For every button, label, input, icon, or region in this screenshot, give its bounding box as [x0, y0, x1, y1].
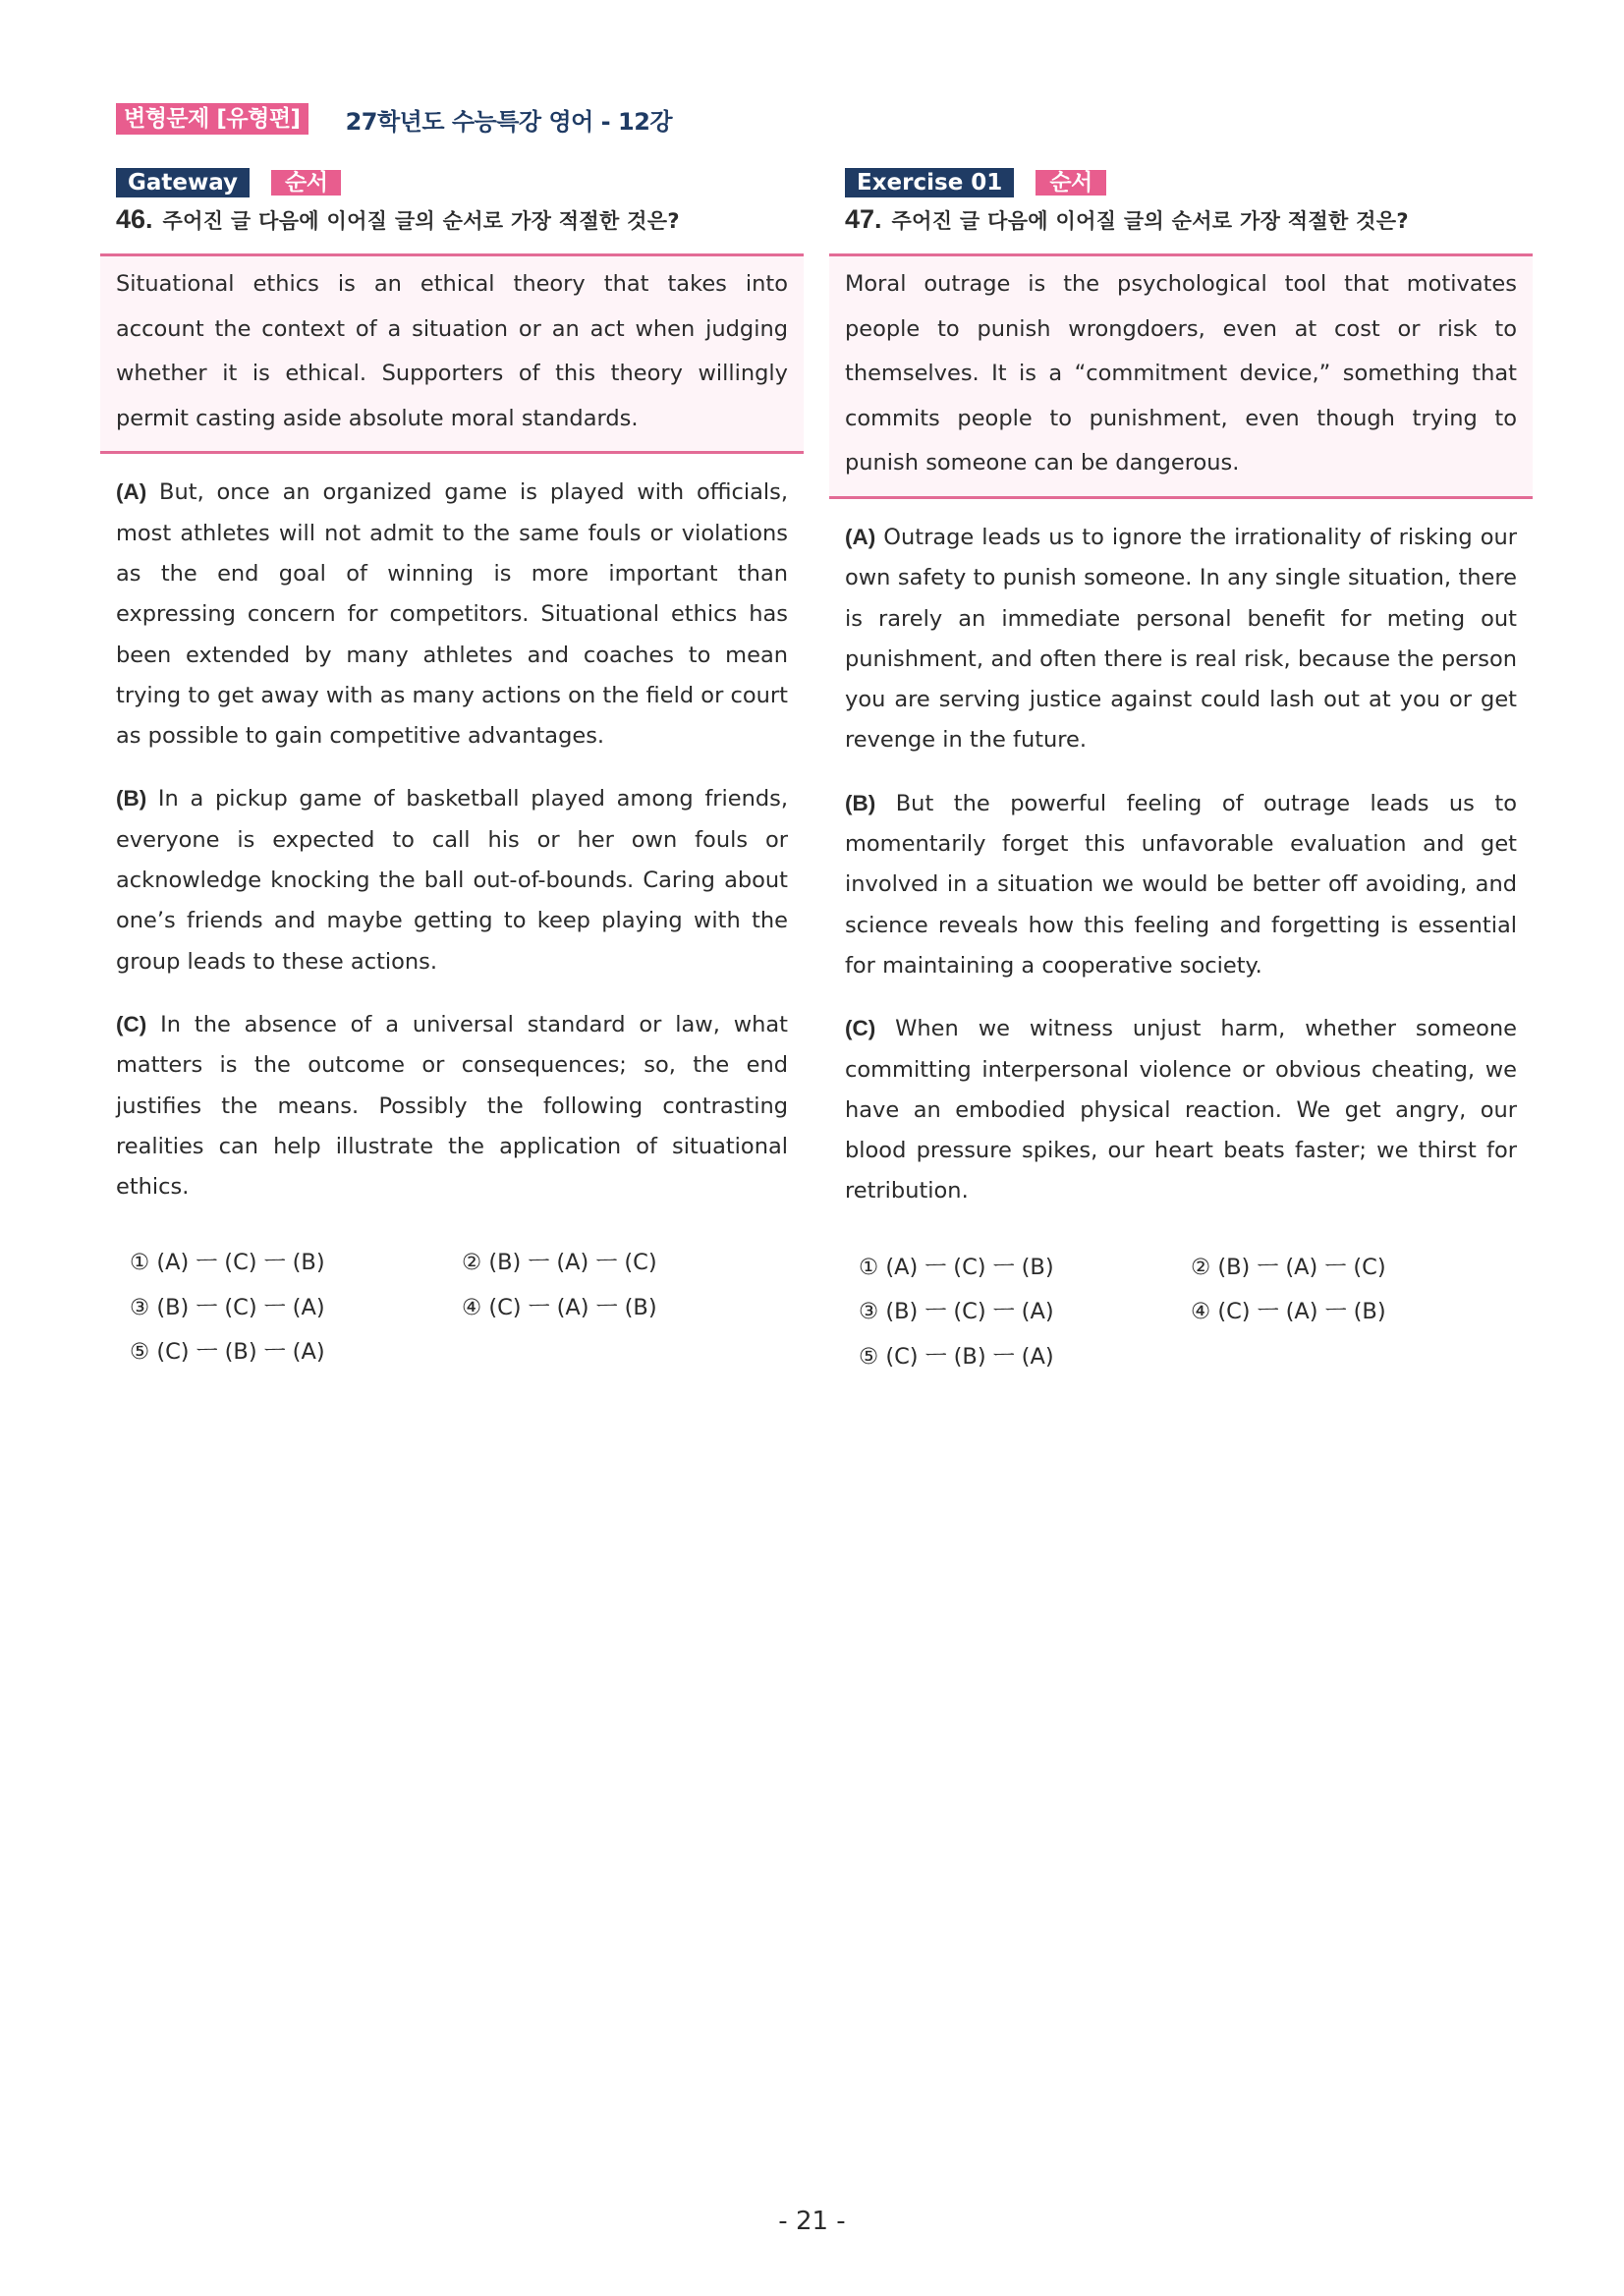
passage-c [100, 1004, 804, 1207]
page-header [116, 102, 672, 136]
passage-a [829, 517, 1533, 761]
passage-text: When we witness unjust harm, whether someone committing interpersonal violence or obvious cheating, we have an embodied physical reaction. We get angry, our blood pressure spikes, our heart beats faster; we thirst for retribution. [845, 1016, 1517, 1204]
passage-text: In the absence of a universal standard or law, what matters is the outcome or consequences; so, the end justifies the means. Possibly the following contrasting realities can help illustrate the application of situational ethics. [116, 1011, 788, 1201]
type-tag: 순서 [271, 170, 341, 196]
choice-2[interactable]: ② (B) ㅡ (A) ㅡ (C) [1191, 1254, 1386, 1280]
choice-4[interactable]: ④ (C) ㅡ (A) ㅡ (B) [1191, 1299, 1386, 1325]
passage-b [100, 778, 804, 981]
passage-text: But, once an organized game is played with officials, most athletes will not admit to the same fouls or violations as the end goal of winning is more important than expressing concern for competitors. Situational ethics has been extended by many athletes and coaches to mean trying to get away with as many actions on the field or court as possible to gain competitive advantages. [116, 479, 788, 750]
choice-3[interactable]: ③ (B) ㅡ (C) ㅡ (A) [130, 1294, 325, 1320]
choice-1[interactable]: ① (A) ㅡ (C) ㅡ (B) [130, 1250, 325, 1276]
question-text: 주어진 글 다음에 이어질 글의 순서로 가장 적절한 것은? [891, 209, 1409, 233]
given-passage: Moral outrage is the psychological tool that motivates people to punish wrongdoers, even at cost or risk to themselves. It is a “commitment device,” something that commits people to punishment, even though trying to punish someone can be dangerous. [829, 253, 1533, 499]
choice-3[interactable]: ③ (B) ㅡ (C) ㅡ (A) [859, 1299, 1054, 1325]
passage-c [829, 1008, 1533, 1211]
passage-label: (B) [845, 790, 876, 815]
question-number: 47. [845, 204, 882, 234]
passage-text: But the powerful feeling of outrage leads us to momentarily forget this unfavorable evaluation and get involved in a situation we would be better off avoiding, and science reveals how this feeling and forgetting is essential for maintaining a cooperative society. [845, 790, 1517, 979]
given-passage: Situational ethics is an ethical theory that takes into account the context of a situation or an act when judging whether it is ethical. Supporters of this theory willingly permit casting aside absolute moral standards. [100, 253, 804, 454]
answer-choices [829, 1246, 1533, 1380]
choice-5[interactable]: ⑤ (C) ㅡ (B) ㅡ (A) [859, 1343, 1054, 1370]
choice-4[interactable]: ④ (C) ㅡ (A) ㅡ (B) [462, 1294, 657, 1320]
passage-a [100, 472, 804, 756]
choice-1[interactable]: ① (A) ㅡ (C) ㅡ (B) [859, 1254, 1054, 1280]
passage-label: (C) [116, 1011, 147, 1036]
section-tag: Gateway [116, 168, 250, 197]
passage-text: Outrage leads us to ignore the irrationality of risking our own safety to punish someone. In any single situation, there is rarely an immediate personal benefit for meting out punishment, and often there is real risk, because the person you are serving justice against could lash out at you or get revenge in the future. [845, 524, 1517, 754]
answer-choices [100, 1241, 804, 1375]
passage-label: (A) [116, 479, 147, 505]
question-text: 주어진 글 다음에 이어질 글의 순서로 가장 적절한 것은? [162, 209, 680, 233]
choice-2[interactable]: ② (B) ㅡ (A) ㅡ (C) [462, 1250, 657, 1276]
question-46-column [100, 169, 804, 1375]
passage-text: In a pickup game of basketball played among friends, everyone is expected to call his or her own fouls or acknowledge knocking the ball out-of-bounds. Caring about one’s friends and maybe getting to keep playing with the group leads to these actions. [116, 786, 789, 975]
section-tag: Exercise 01 [845, 168, 1014, 197]
page-number: - 21 - [778, 2207, 846, 2236]
type-tag: 순서 [1036, 170, 1105, 196]
header-title: 27학년도 수능특강 영어 - 12강 [345, 107, 673, 136]
question-tags [116, 169, 804, 196]
passage-b [829, 783, 1533, 986]
passage-label: (B) [116, 786, 147, 812]
passage-label: (A) [845, 524, 876, 549]
question-number: 46. [116, 204, 153, 234]
passage-label: (C) [845, 1016, 876, 1041]
question-line [845, 204, 1533, 240]
header-badge: 변형문제 [유형편] [116, 103, 308, 135]
choice-5[interactable]: ⑤ (C) ㅡ (B) ㅡ (A) [130, 1339, 325, 1366]
question-line [116, 204, 804, 240]
question-tags [845, 169, 1533, 196]
question-47-column [829, 169, 1533, 1379]
